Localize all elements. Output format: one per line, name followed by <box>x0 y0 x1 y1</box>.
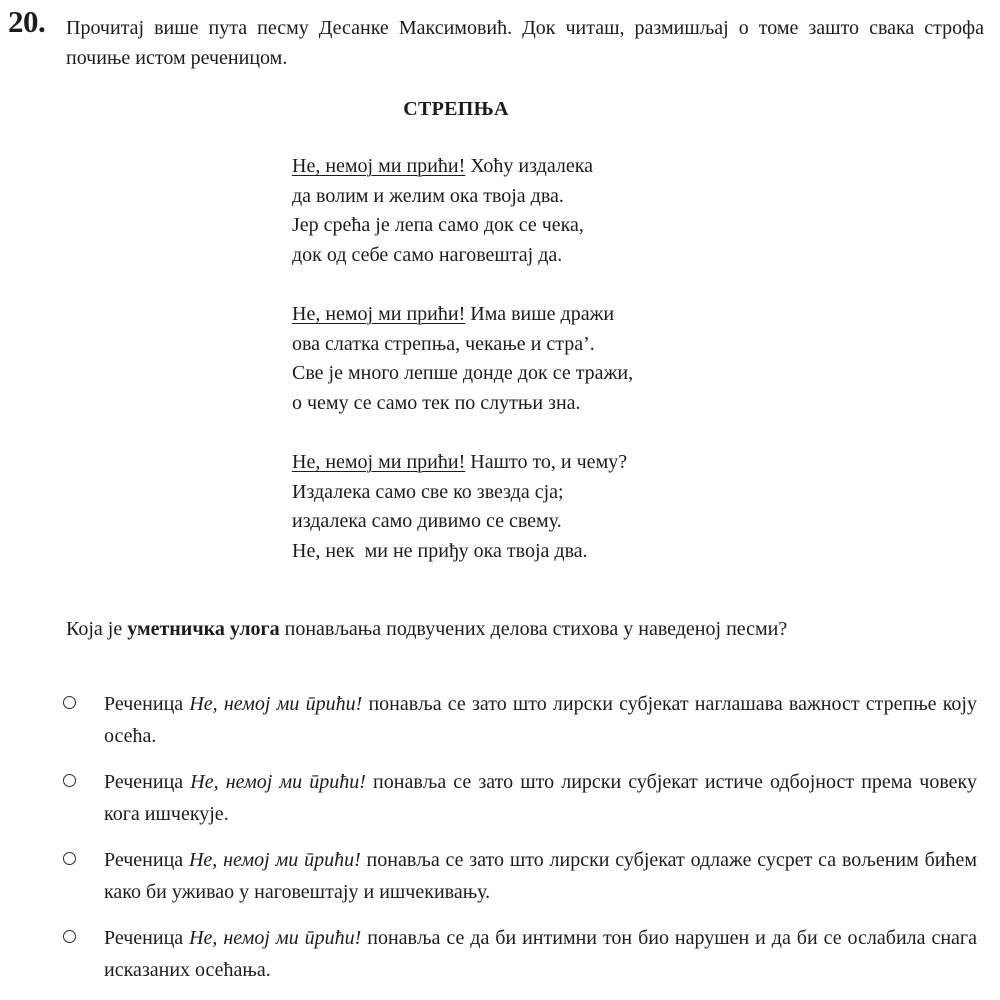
verse <box>292 330 633 360</box>
radio-button[interactable] <box>63 852 76 865</box>
option-text: понавља се зато што лирски субјекат наглашава важност стрепње коју осећа. <box>104 693 977 747</box>
option-quote: Не, немој ми ӣрићи! <box>188 849 361 871</box>
question-emphasis: уметничка улога <box>127 618 280 640</box>
answer-options <box>0 688 1000 1000</box>
poem-body <box>292 152 633 596</box>
answer-option-3[interactable] <box>0 844 1000 922</box>
verse <box>292 152 633 182</box>
option-text: понавља се да би интимни тон био нарушен и да би се ослабила снага исказаних осећања. <box>104 927 977 981</box>
option-quote: Не, немој ми ӣрићи! <box>189 927 362 949</box>
option-quote: Не, немој ми ӣрићи! <box>190 771 366 793</box>
stanza-2 <box>292 300 633 418</box>
underlined-refrain: Не, немој ми прићи! <box>292 155 466 177</box>
verse-text: Не, нек ми не приђу ока твоја два. <box>292 539 588 562</box>
verse <box>292 448 633 478</box>
question-part: Која је <box>66 618 128 640</box>
verse-text: док од себе само наговештај да. <box>292 243 563 266</box>
verse <box>292 507 633 537</box>
verse-text: да волим и желим ока твоја два. <box>292 184 564 207</box>
question-text <box>66 614 787 644</box>
verse <box>292 211 633 241</box>
option-label[interactable] <box>104 922 977 986</box>
option-prefix: Реченица <box>104 849 189 871</box>
answer-option-4[interactable] <box>0 922 1000 1000</box>
radio-button[interactable] <box>63 696 76 709</box>
verse-text: Хоћу издалека <box>465 155 594 177</box>
option-text: понавља се зато што лирски субјекат одлаже сусрет са вољеним бићем како би уживао у наговештају и ишчекивању. <box>104 849 977 903</box>
option-quote: Не, немој ми ӣрићи! <box>189 693 363 715</box>
option-label[interactable] <box>104 844 977 908</box>
verse <box>292 478 633 508</box>
question-part: понављања подвучених делова стихова у наведеној песми? <box>279 618 788 640</box>
answer-option-2[interactable] <box>0 766 1000 844</box>
option-label[interactable] <box>104 688 977 752</box>
verse-text: Јер срећа је лепа само док се чека, <box>292 214 584 236</box>
stanza-3 <box>292 448 633 566</box>
option-prefix: Реченица <box>104 771 191 793</box>
verse-text: о чему се само тек по слутњи зна. <box>292 391 581 414</box>
verse-text: ова слатка стрепња, чекање и стра’. <box>292 332 595 355</box>
option-prefix: Реченица <box>104 927 190 949</box>
stanza-1 <box>292 152 633 270</box>
verse <box>292 300 633 330</box>
option-prefix: Реченица <box>104 693 190 715</box>
verse <box>292 537 633 567</box>
verse-text: Има више дражи <box>465 303 615 325</box>
verse-text: Издалека само све ко звезда сја; <box>292 480 564 503</box>
option-label[interactable] <box>104 766 977 830</box>
verse <box>292 389 633 419</box>
underlined-refrain: Не, немој ми прићи! <box>292 303 466 325</box>
verse <box>292 359 633 389</box>
answer-option-1[interactable] <box>0 688 1000 766</box>
verse-text: издалека само дивимо се свему. <box>292 510 562 532</box>
verse <box>292 182 633 212</box>
radio-button[interactable] <box>63 774 76 787</box>
verse-text: Нашто то, и чему? <box>465 451 628 473</box>
task-instruction: Прочитај више пута песму Десанке Максимовић. Док читаш, размишљај о томе зашто свака строфа почиње истом реченицом. <box>66 17 984 69</box>
radio-button[interactable] <box>63 930 76 943</box>
task-number: 20. <box>8 4 46 39</box>
option-text: понавља се зато што лирски субјекат истиче одбојност према човеку кога ишчекује. <box>104 771 977 825</box>
underlined-refrain: Не, немој ми прићи! <box>292 451 466 473</box>
verse <box>292 241 633 271</box>
verse-text: Све је много лепше донде док се тражи, <box>292 362 634 384</box>
poem-title: СТРЕПЊА <box>403 98 509 120</box>
